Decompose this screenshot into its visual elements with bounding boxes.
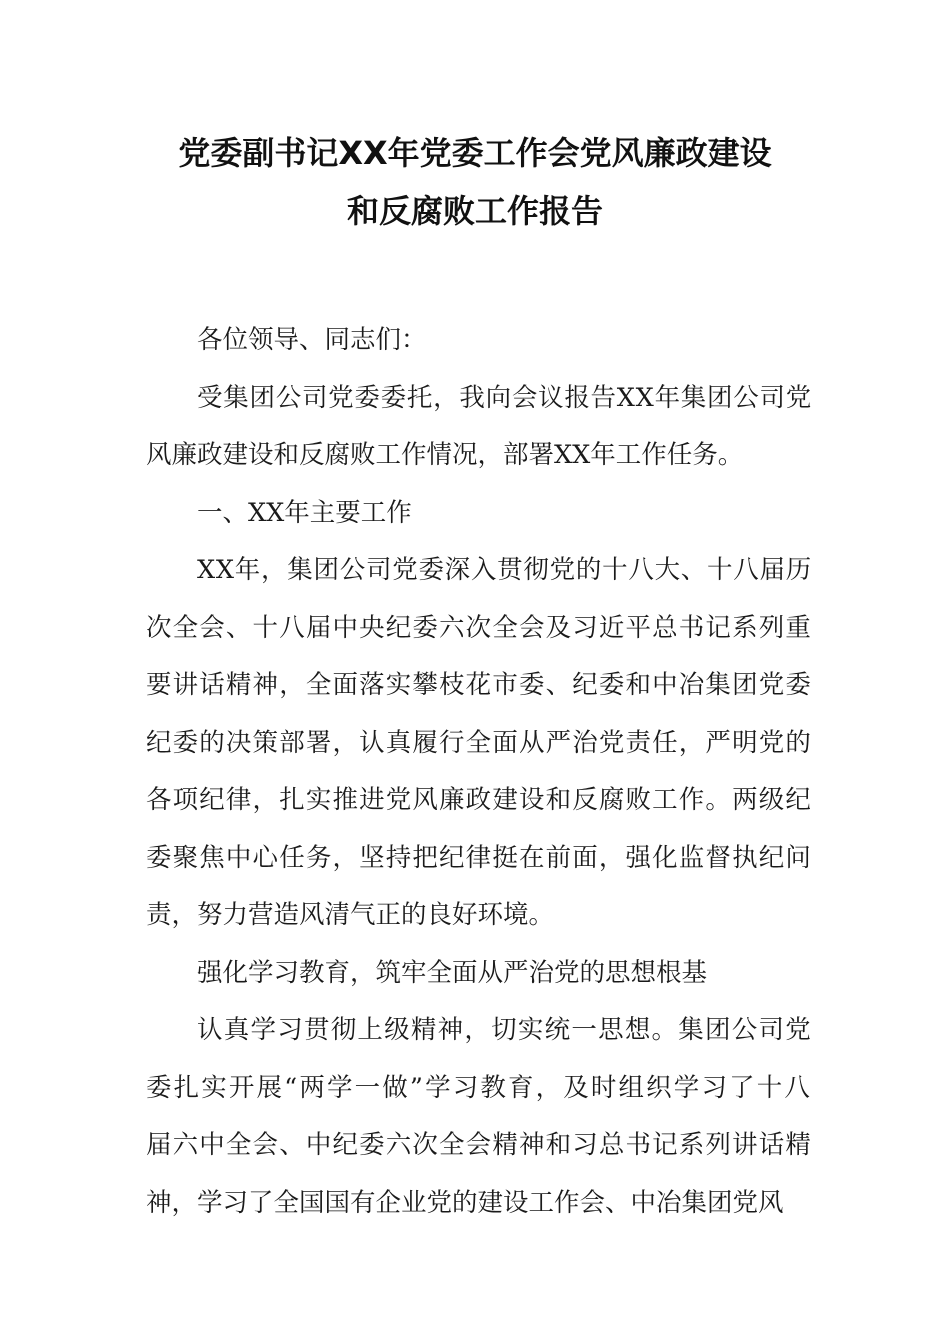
paragraph-line: 纪委的决策部署，认真履行全面从严治党责任，严明党的	[146, 727, 812, 758]
paragraph-line: 各位领导、同志们：	[197, 325, 427, 355]
paragraph-line: XX年，集团公司党委深入贯彻党的十八大、十八届历	[197, 555, 812, 585]
paragraph-line: 次全会、十八届中央纪委六次全会及习近平总书记系列重	[146, 612, 812, 643]
paragraph-line: 强化学习教育，筑牢全面从严治党的思想根基	[197, 957, 708, 988]
paragraph-line: 要讲话精神，全面落实攀枝花市委、纪委和中冶集团党委	[146, 670, 812, 700]
title-line-1: 党委副书记XX年党委工作会党风廉政建设	[178, 134, 772, 172]
paragraph-line: 届六中全会、中纪委六次全会精神和习总书记系列讲话精	[146, 1130, 812, 1160]
document-body	[146, 312, 812, 1232]
paragraph-line: 一、XX年主要工作	[197, 497, 412, 528]
title-line-2: 和反腐败工作报告	[346, 192, 603, 230]
paragraph-line: 责，努力营造风清气正的良好环境。	[146, 900, 555, 930]
paragraph-line: 委聚焦中心任务，坚持把纪律挺在前面，强化监督执纪问	[146, 842, 812, 873]
paragraph-line: 委扎实开展“两学一做”学习教育，及时组织学习了十八	[146, 1072, 812, 1103]
paragraph-line: 风廉政建设和反腐败工作情况，部署XX年工作任务。	[146, 440, 744, 470]
paragraph-line: 认真学习贯彻上级精神，切实统一思想。集团公司党	[197, 1015, 812, 1045]
paragraph-line: 各项纪律，扎实推进党风廉政建设和反腐败工作。两级纪	[146, 785, 812, 815]
paragraph-line: 神，学习了全国国有企业党的建设工作会、中冶集团党风	[146, 1187, 784, 1218]
paragraph-line: 受集团公司党委委托，我向会议报告XX年集团公司党	[197, 382, 812, 413]
document-title	[100, 124, 850, 240]
